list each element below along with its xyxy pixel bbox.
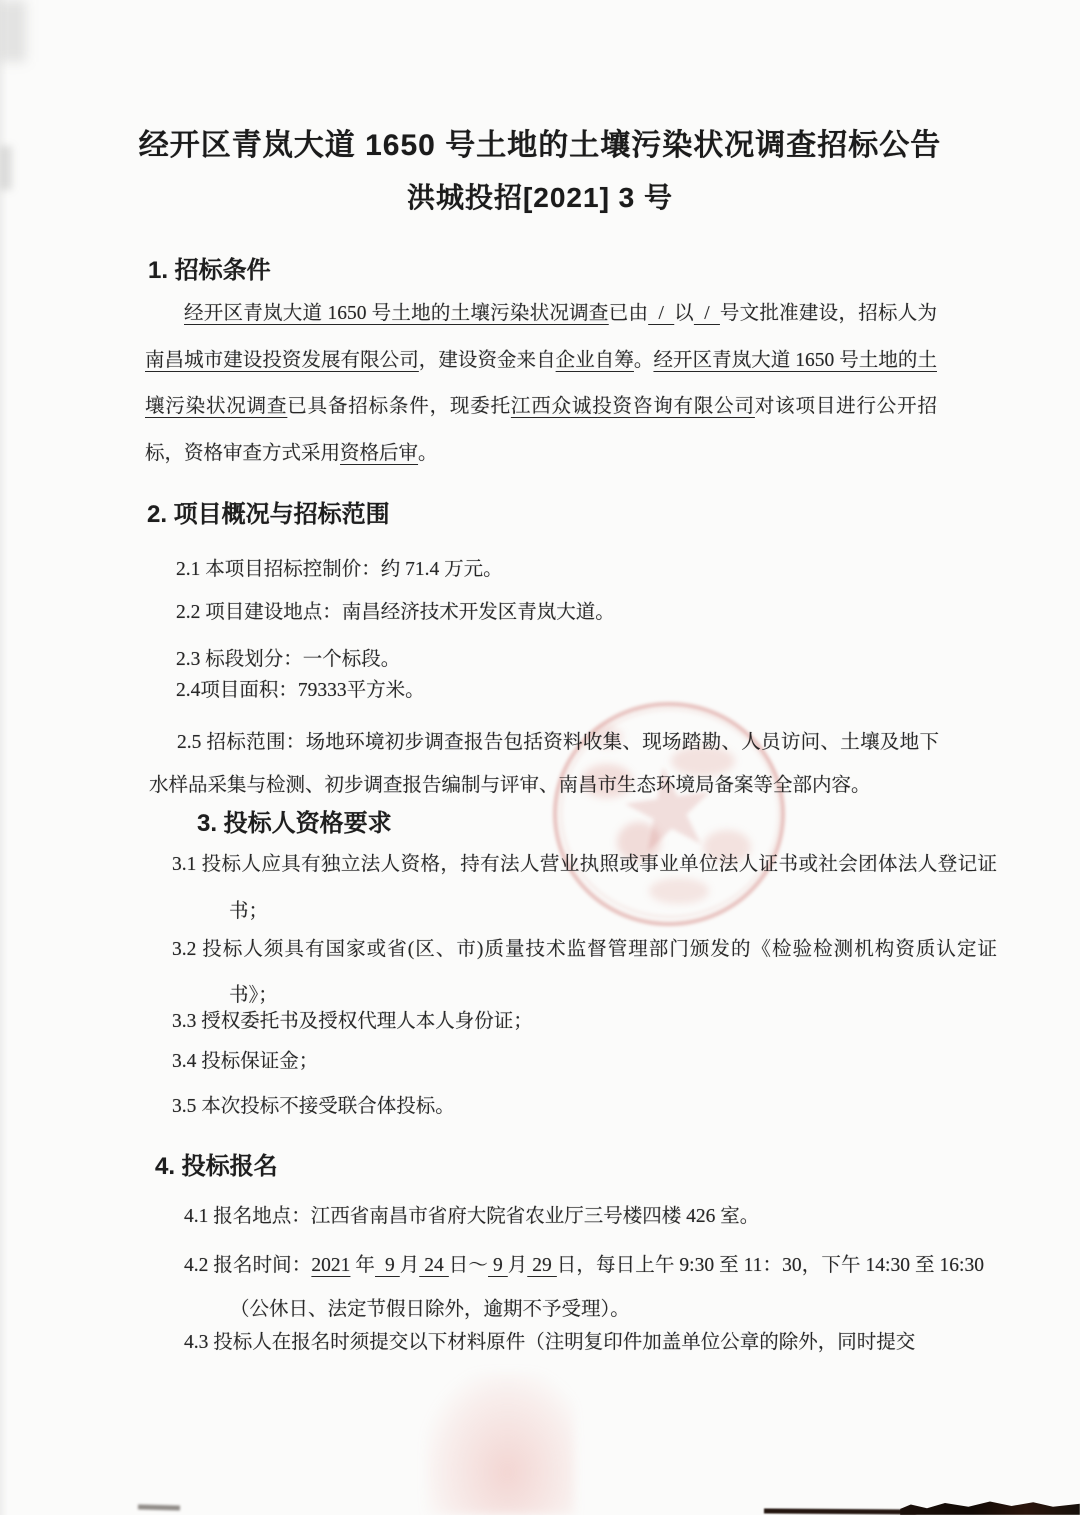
item-2-3: 2.3 标段划分：一个标段。 xyxy=(176,649,401,670)
section-3-heading: 3. 投标人资格要求 xyxy=(197,810,392,837)
underlined-text: 江西众诚投资咨询有限公司 xyxy=(510,396,755,417)
scan-artifact-dark-band xyxy=(900,1500,1080,1515)
blank-slash-underline: / xyxy=(693,303,720,324)
section-1-heading: 1. 招标条件 xyxy=(148,257,271,284)
underlined-text: 经开区青岚大道 1650 号土地的土壤污染状况调查 xyxy=(184,303,609,324)
text-segment: 已具备招标条件，现委托 xyxy=(287,396,511,417)
item-3-4: 3.4 投标保证金； xyxy=(172,1051,319,1072)
faded-stamp-smudge xyxy=(425,1372,575,1515)
text-segment: 。 xyxy=(418,442,438,464)
text-segment: 年 xyxy=(350,1255,375,1276)
blank-slash-underline: / xyxy=(648,303,675,324)
text-segment: 4.2 报名时间： xyxy=(184,1255,312,1276)
item-3-2: 3.2 投标人须具有国家或省(区、市)质量技术监督管理部门颁发的《检验检测机构资质认定证书》； xyxy=(172,939,997,1006)
item-4-3: 4.3 投标人在报名时须提交以下材料原件（注明复印件加盖单位公章的除外，同时提交 xyxy=(184,1332,916,1353)
section-4-heading: 4. 投标报名 xyxy=(155,1153,278,1180)
item-4-2 xyxy=(184,1244,984,1332)
item-3-5: 3.5 本次投标不接受联合体投标。 xyxy=(172,1096,455,1117)
underlined-text: 经开区青岚大道 1650 号土地的土壤污染状况调查 xyxy=(145,349,937,417)
document-number: 洪城投招[2021] 3 号 xyxy=(406,182,674,213)
underlined-text: 企业自筹 xyxy=(555,349,634,371)
text-segment: 以 xyxy=(674,303,694,324)
underlined-text: 南昌城市建设投资发展有限公司 xyxy=(145,349,419,371)
text-segment: ，建设资金来自 xyxy=(418,349,556,371)
scan-left-edge-shadow xyxy=(0,0,8,1515)
item-4-1: 4.1 报名地点：江西省南昌市省府大院省农业厅三号楼四楼 426 室。 xyxy=(184,1206,760,1227)
underlined-text: 资格后审 xyxy=(340,442,419,464)
item-3-3: 3.3 授权委托书及授权代理人本人身份证； xyxy=(172,1011,533,1032)
document-title: 经开区青岚大道 1650 号土地的土壤污染状况调查招标公告 xyxy=(138,129,942,162)
underlined-text: 29 xyxy=(527,1255,557,1276)
seal-star-icon: ★ xyxy=(610,738,728,881)
text-segment: 日～ xyxy=(448,1255,488,1276)
underlined-text: 9 xyxy=(375,1255,400,1276)
item-3-1: 3.1 投标人应具有独立法人资格，持有法人营业执照或事业单位法人证书或社会团体法人登记证书； xyxy=(172,854,997,922)
underlined-text: 2021 xyxy=(311,1255,351,1276)
text-segment: 月 xyxy=(399,1255,420,1276)
section-1-paragraph xyxy=(145,291,937,477)
text-segment: 月 xyxy=(507,1255,528,1276)
text-segment: 号文批准建设，招标人为 xyxy=(719,303,937,324)
underlined-text: 24 xyxy=(419,1255,449,1276)
scan-artifact-smudge xyxy=(138,1504,180,1510)
text-segment: 。 xyxy=(633,349,654,371)
item-2-2: 2.2 项目建设地点：南昌经济技术开发区青岚大道。 xyxy=(176,602,615,623)
item-2-5: 2.5 招标范围：场地环境初步调查报告包括资料收集、现场踏勘、人员访问、土壤及地下水样品采集与检测、初步调查报告编制与评审、南昌市生态环境局备案等全部内容。 xyxy=(149,732,939,796)
section-2-heading: 2. 项目概况与招标范围 xyxy=(147,501,390,528)
text-segment: 对该项目进行公开招标，资格审查方式采用 xyxy=(145,396,937,464)
scan-artifact-dark-line xyxy=(764,1508,916,1514)
text-segment: 日，每日上午 9:30 至 11：30，下午 14:30 至 16:30（公休日、法定节假日除外，逾期不予受理）。 xyxy=(230,1255,984,1320)
text-segment: 已由 xyxy=(608,303,649,324)
item-2-1: 2.1 本项目招标控制价：约 71.4 万元。 xyxy=(176,559,503,580)
item-2-4: 2.4项目面积：79333平方米。 xyxy=(176,680,425,701)
underlined-text: 9 xyxy=(488,1255,508,1276)
